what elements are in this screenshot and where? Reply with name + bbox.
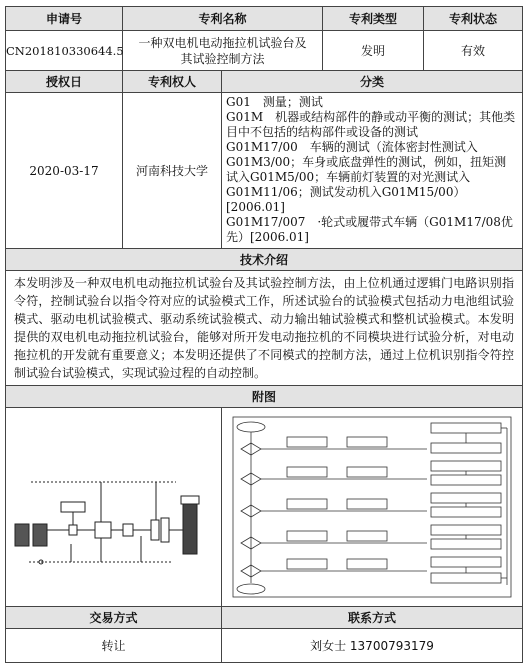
application-no: CN201810330644.5 bbox=[6, 31, 123, 71]
header-application-no: 申请号 bbox=[6, 7, 123, 31]
header-patent-status: 专利状态 bbox=[424, 7, 523, 31]
header-patent-type: 专利类型 bbox=[323, 7, 424, 31]
figure-right-cell bbox=[222, 408, 523, 607]
classification-item: G01M17/007 ·轮式或履带式车辆（G01M17/08优先）[2006.01] bbox=[226, 215, 513, 244]
control-flowchart bbox=[227, 413, 517, 601]
header-grant-date: 授权日 bbox=[6, 71, 123, 93]
header-tech-intro: 技术介绍 bbox=[6, 249, 523, 271]
patent-type: 发明 bbox=[323, 31, 424, 71]
header-trade-method: 交易方式 bbox=[6, 607, 222, 629]
header-figure: 附图 bbox=[6, 386, 523, 408]
patent-status: 有效 bbox=[424, 31, 523, 71]
header-classification: 分类 bbox=[222, 71, 523, 93]
patent-name: 一种双电机电动拖拉机试验台及其试验控制方法 bbox=[123, 31, 323, 71]
classification-list bbox=[222, 93, 523, 249]
classification-item: G01 测量；测试 bbox=[226, 95, 323, 109]
trade-method: 转让 bbox=[6, 629, 222, 663]
header-patentee: 专利权人 bbox=[123, 71, 222, 93]
classification-item: G01M17/00 车辆的测试（流体密封性测试入G01M3/00；车身或底盘弹性的测试，例如，扭矩测试入G01M5/00；车辆前灯装置的对光测试入G01M11/06；测试发动机入G01M15/00）[2006.01] bbox=[226, 140, 507, 214]
figure-left-cell bbox=[6, 408, 222, 607]
contact-info: 刘女士 13700793179 bbox=[222, 629, 523, 663]
test-bench-schematic bbox=[11, 432, 216, 582]
patent-info-table bbox=[5, 6, 523, 663]
classification-item: G01M 机器或结构部件的静或动平衡的测试；其他类目中不包括的结构部件或设备的测试 bbox=[226, 110, 516, 139]
header-contact: 联系方式 bbox=[222, 607, 523, 629]
grant-date: 2020-03-17 bbox=[6, 93, 123, 249]
patentee: 河南科技大学 bbox=[123, 93, 222, 249]
abstract-text: 本发明涉及一种双电机电动拖拉机试验台及其试验控制方法，由上位机通过逻辑门电路识别指令符，控制试验台以指令符对应的试验模式工作，所述试验台的试验模式包括动力电池组试验模式、驱动电机试验模式、驱动系统试验模式、动力输出轴试验模式和整机试验模式。本发明提供的双电机电动拖拉机试验台，能够对所开发电动拖拉机的不同模块进行试验分析，对电动拖拉机的开发就有重要意义；本发明还提供了不同模式的控制方法，通过上位机识别指令符控制试验台试验模式，实现试验过程的自动控制。 bbox=[6, 271, 523, 386]
header-patent-name: 专利名称 bbox=[123, 7, 323, 31]
